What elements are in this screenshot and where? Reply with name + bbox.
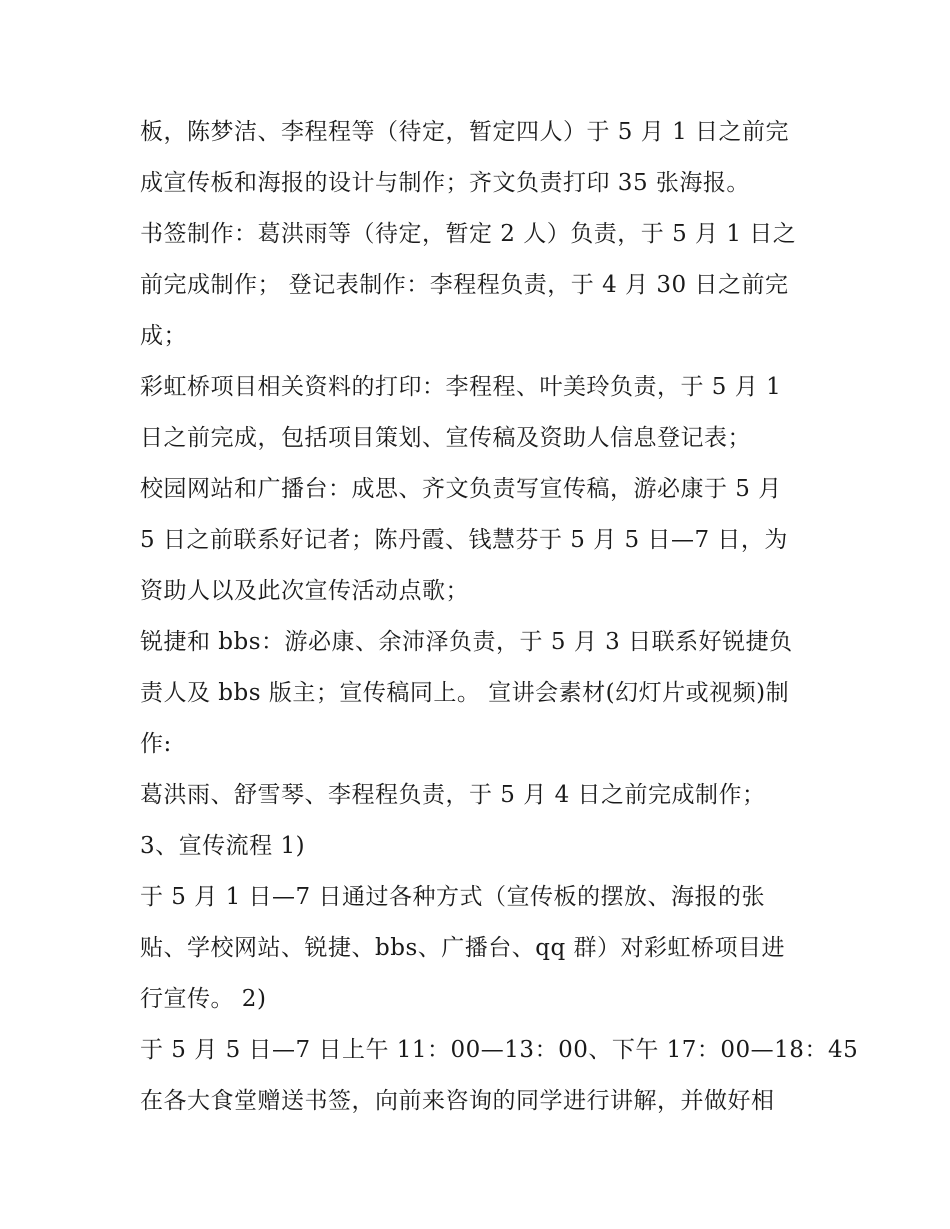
text-line: 葛洪雨、舒雪琴、李程程负责，于 5 月 4 日之前完成制作； (140, 782, 766, 808)
document-body (140, 107, 859, 1127)
text-line: 成宣传板和海报的设计与制作；齐文负责打印 35 张海报。 (140, 170, 750, 196)
text-line: 贴、学校网站、锐捷、bbs、广播台、qq 群）对彩虹桥项目进 (140, 935, 786, 961)
text-line: 校园网站和广播台：成思、齐文负责写宣传稿，游必康于 5 月 (140, 476, 782, 502)
text-line: 于 5 月 1 日—7 日通过各种方式（宣传板的摆放、海报的张 (140, 884, 765, 910)
text-line: 于 5 月 5 日—7 日上午 11：00—13：00、下午 17：00—18：45 (140, 1037, 859, 1063)
text-line: 资助人以及此次宣传活动点歌； (140, 578, 469, 604)
text-line: 行宣传。 2) (140, 986, 267, 1012)
text-line: 成； (140, 323, 187, 349)
text-line: 书签制作：葛洪雨等（待定，暂定 2 人）负责，于 5 月 1 日之 (140, 221, 797, 247)
text-line: 3、宣传流程 1) (140, 833, 306, 859)
text-line: 责人及 bbs 版主；宣传稿同上。 宣讲会素材(幻灯片或视频)制 (140, 680, 790, 706)
text-line: 板，陈梦洁、李程程等（待定，暂定四人）于 5 月 1 日之前完 (140, 119, 790, 145)
text-line: 彩虹桥项目相关资料的打印：李程程、叶美玲负责，于 5 月 1 (140, 374, 782, 400)
text-line: 5 日之前联系好记者；陈丹霞、钱慧芬于 5 月 5 日—7 日，为 (140, 527, 788, 553)
text-line: 作: (140, 731, 172, 757)
text-line: 锐捷和 bbs：游必康、余沛泽负责，于 5 月 3 日联系好锐捷负 (140, 629, 793, 655)
text-line: 在各大食堂赠送书签，向前来咨询的同学进行讲解，并做好相 (140, 1088, 775, 1114)
text-line: 日之前完成，包括项目策划、宣传稿及资助人信息登记表； (140, 425, 751, 451)
text-line: 前完成制作； 登记表制作：李程程负责，于 4 月 30 日之前完 (140, 272, 789, 298)
